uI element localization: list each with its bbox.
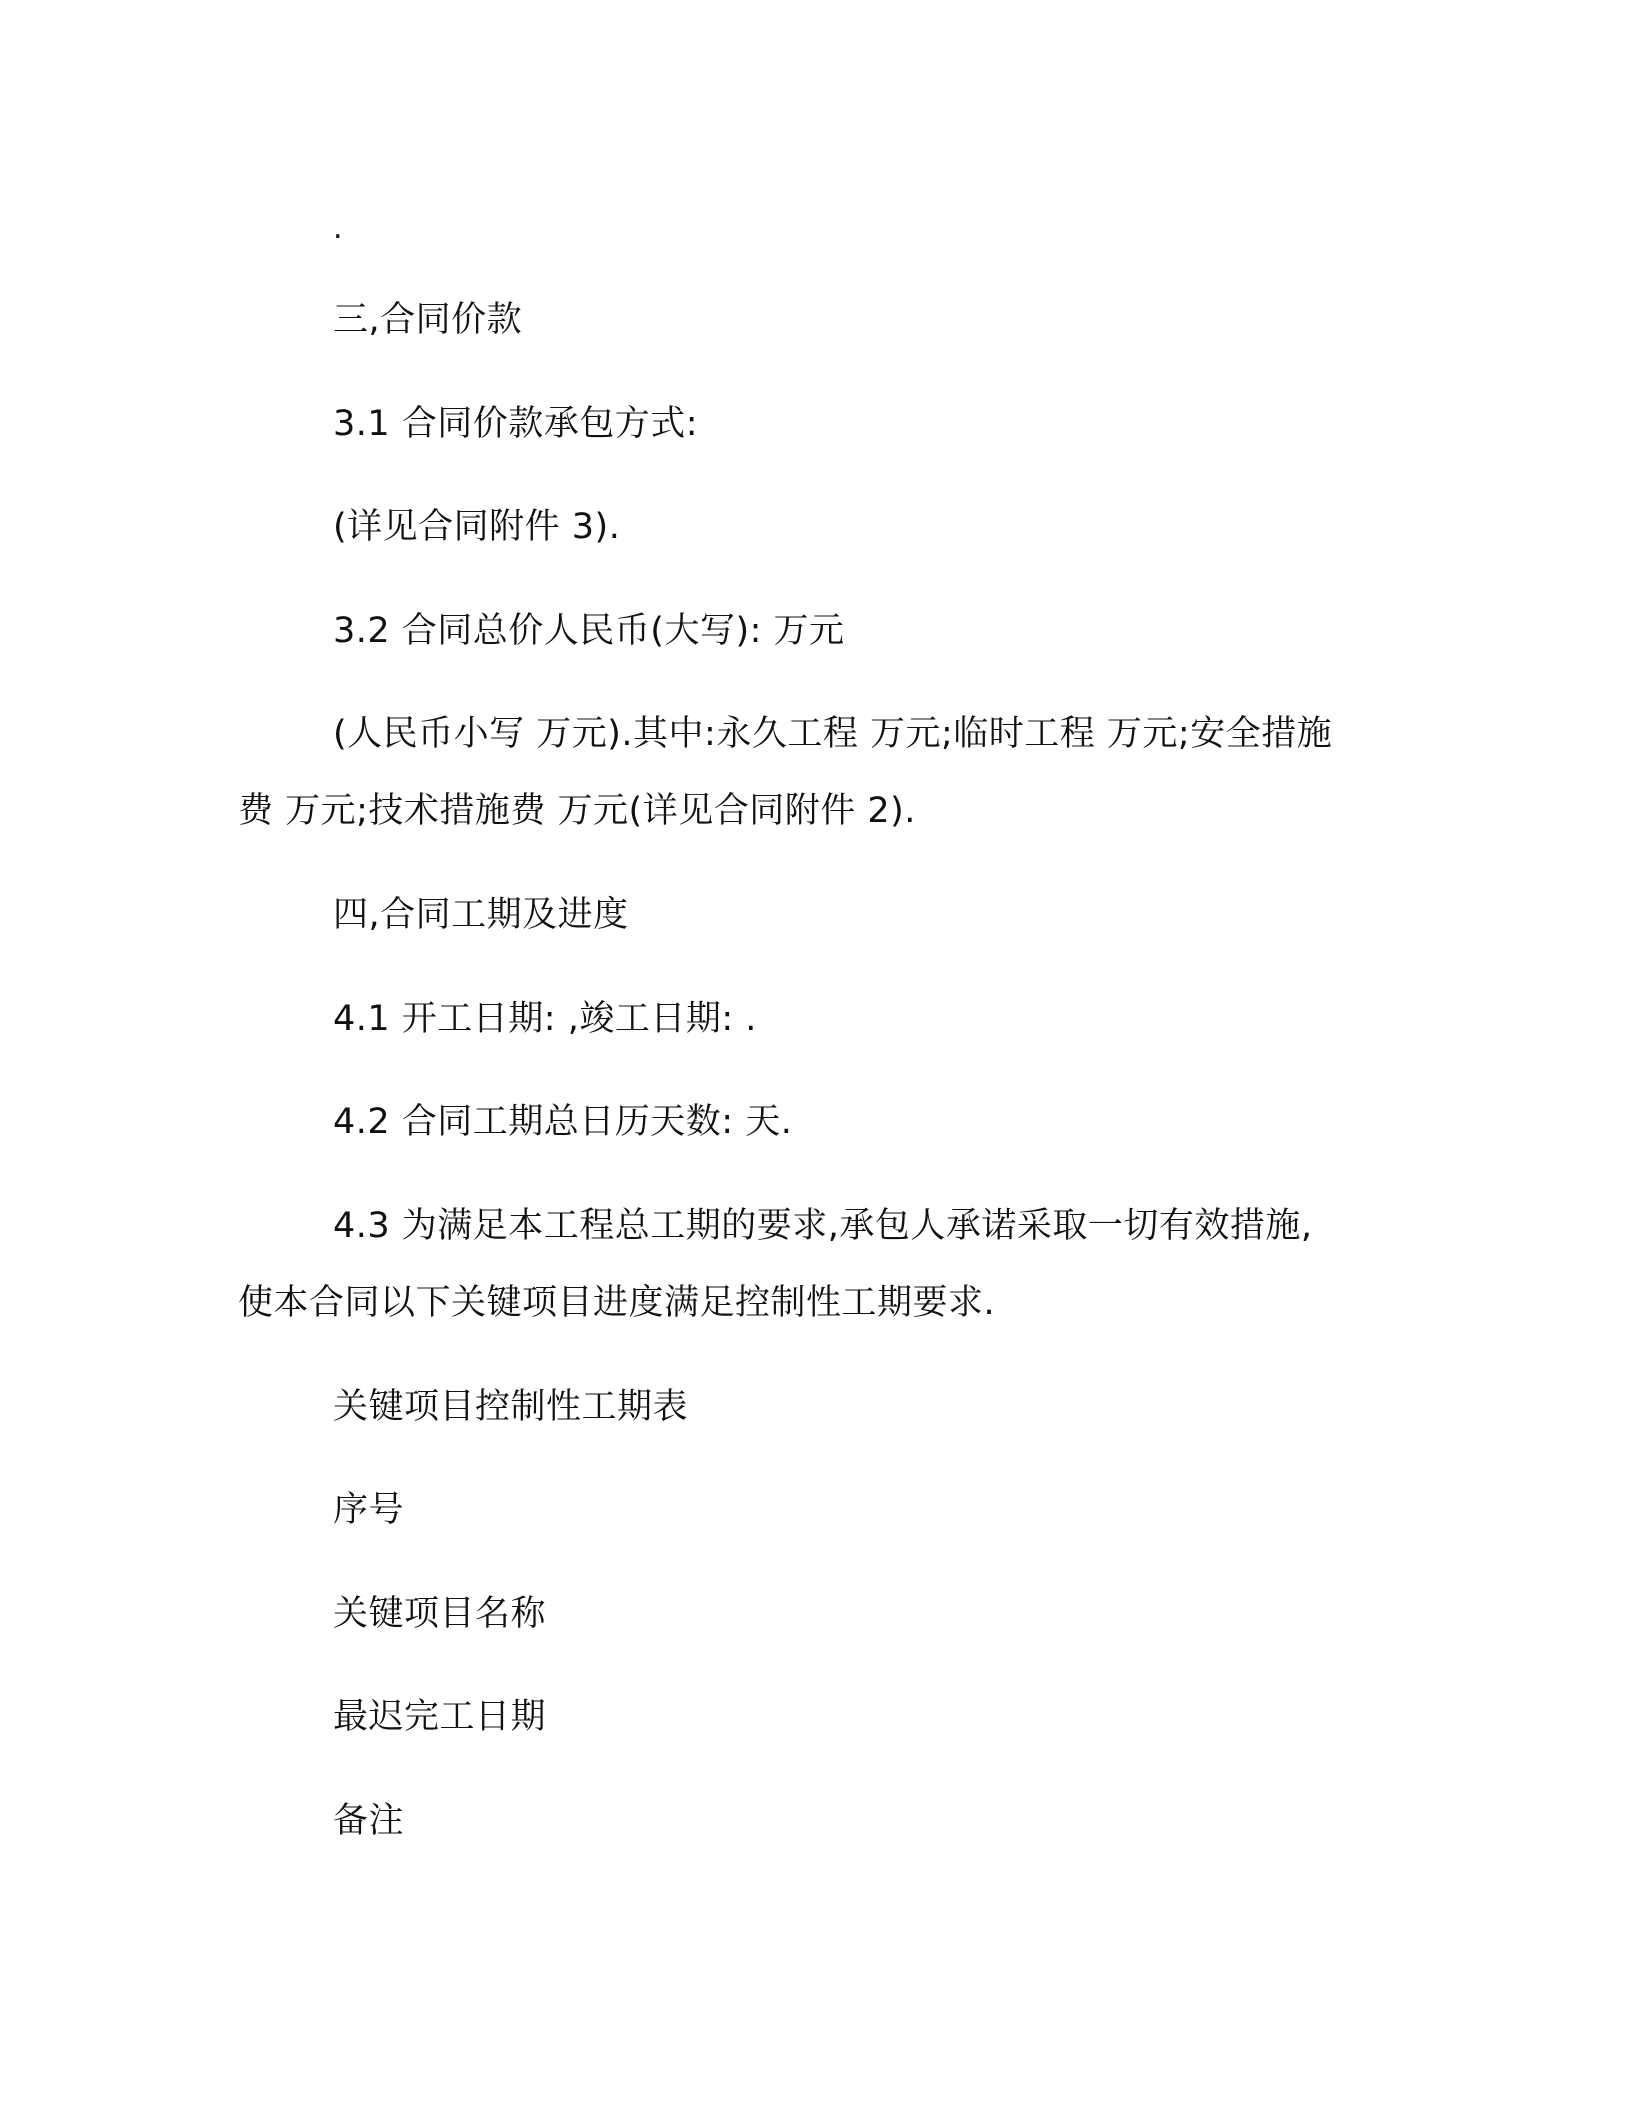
clause-3-2-detail-line2: 费 万元;技术措施费 万元(详见合同附件 2).: [238, 791, 916, 831]
clause-3-2-detail-line1: (人民币小写 万元).其中:永久工程 万元;临时工程 万元;安全措施: [333, 714, 1333, 754]
clause-4-3-line2: 使本合同以下关键项目进度满足控制性工期要求.: [238, 1283, 996, 1323]
section-heading-schedule: 四,合同工期及进度: [333, 895, 629, 935]
clause-4-1: 4.1 开工日期: ,竣工日期: .: [333, 999, 757, 1039]
clause-3-1-note: (详见合同附件 3).: [333, 507, 621, 547]
table-header-latest-completion-date: 最迟完工日期: [333, 1697, 547, 1737]
clause-3-1: 3.1 合同价款承包方式:: [333, 404, 699, 444]
table-header-key-item-name: 关键项目名称: [333, 1594, 547, 1634]
table-header-remarks: 备注: [333, 1801, 405, 1841]
schedule-table-title: 关键项目控制性工期表: [333, 1387, 689, 1427]
clause-4-2: 4.2 合同工期总日历天数: 天.: [333, 1102, 793, 1142]
stray-dot: .: [333, 211, 344, 246]
clause-3-2: 3.2 合同总价人民币(大写): 万元: [333, 611, 845, 651]
section-heading-contract-price: 三,合同价款: [333, 300, 523, 340]
table-header-serial-number: 序号: [333, 1490, 405, 1530]
clause-4-3-line1: 4.3 为满足本工程总工期的要求,承包人承诺采取一切有效措施,: [333, 1206, 1313, 1246]
